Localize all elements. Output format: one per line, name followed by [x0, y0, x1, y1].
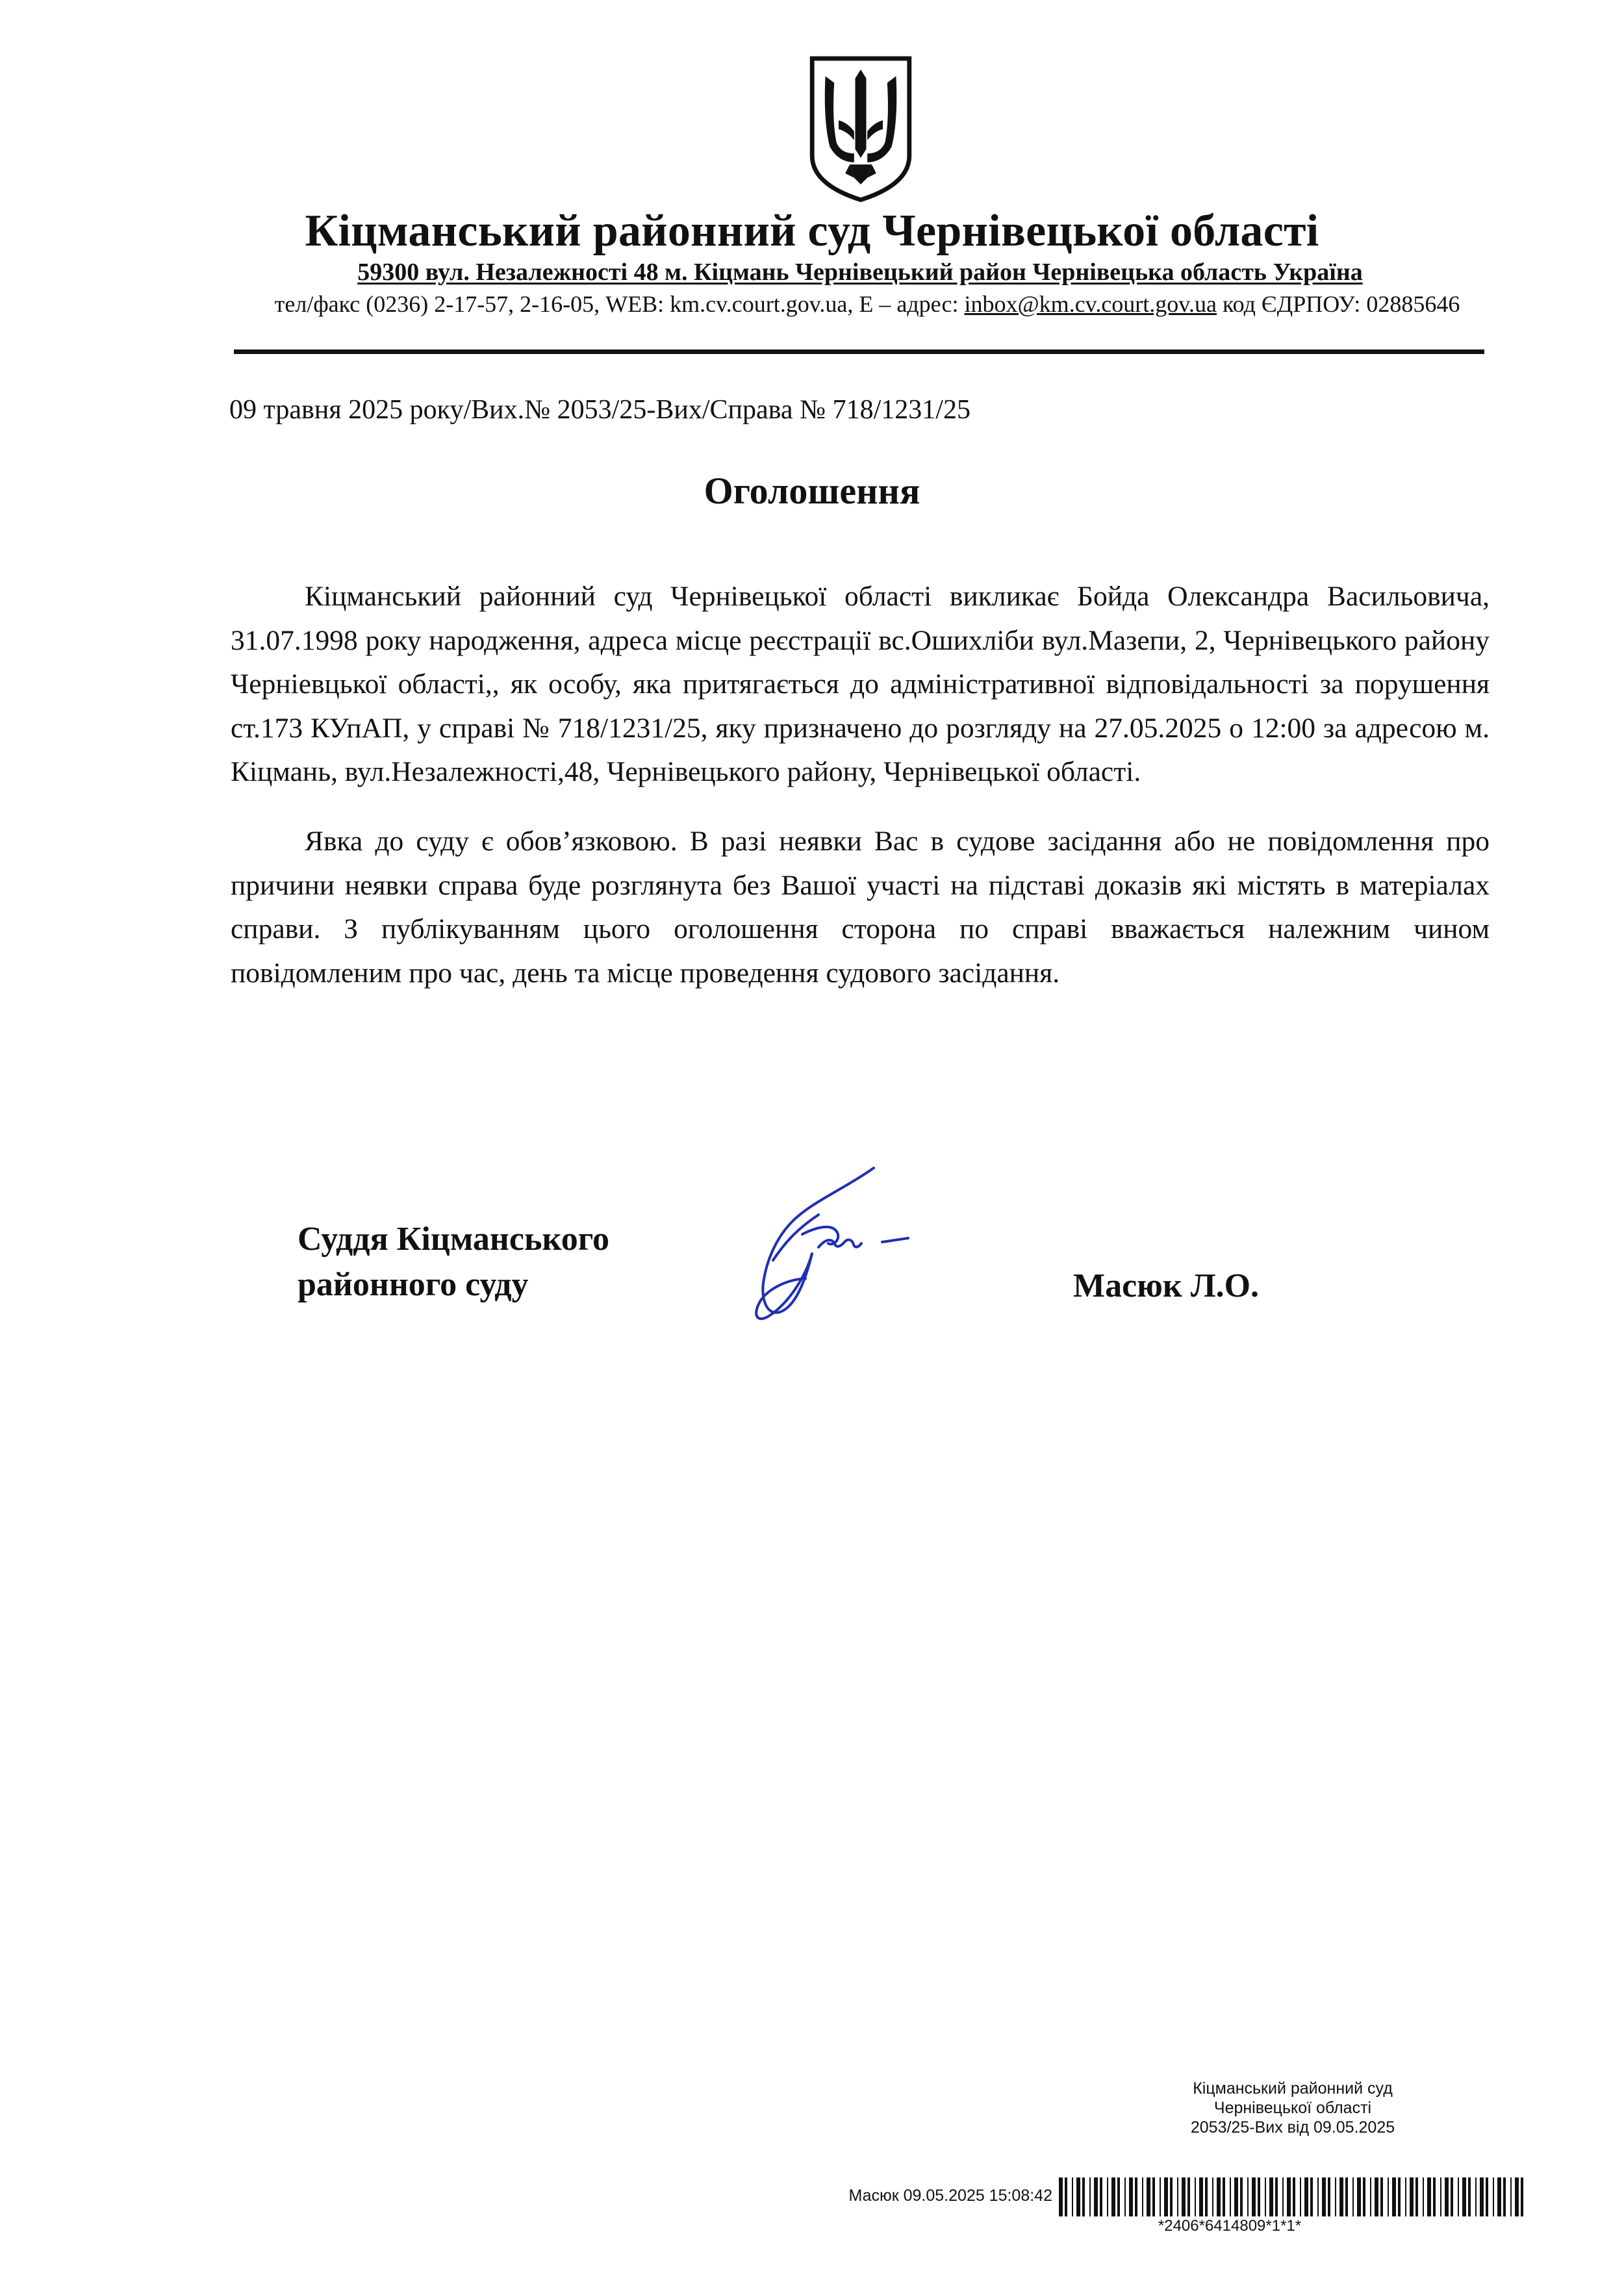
header-divider	[234, 349, 1484, 354]
paragraph-summons: Кіцманський районний суд Чернівецької області викликає Бойда Олександра Васильовича, 31.07.1998 року народження, адреса місце реєстрації вс.Ошихліби вул.Мазепи, 2, Чернівецького району Черніевцької області,, як особу, яка притягається до адміністративної відповідальності за порушення ст.173 КУпАП, у справі № 718/1231/25, яку призначено до розгляду на 27.05.2025 о 12:00 за адресою м. Кіцмань, вул.Незалежності,48, Чернівецького району, Чернівецької області.	[231, 581, 1490, 787]
stamp-outgoing-number: 2053/25-Вих від 09.05.2025	[1190, 2118, 1395, 2137]
judge-title	[298, 1217, 609, 1308]
contacts-suffix: код ЄДРПОУ: 02885646	[1216, 291, 1460, 317]
barcode-text: *2406*6414809*1*1*	[1158, 2217, 1302, 2235]
ukraine-coat-of-arms-icon	[806, 54, 916, 203]
contacts-prefix: тел/факс (0236) 2-17-57, 2-16-05, WEB: km.cv.court.gov.ua, E – адрес:	[274, 291, 965, 317]
court-name: Кіцманський районний суд Чернівецької області	[305, 206, 1319, 256]
court-email: inbox@km.cv.court.gov.ua	[964, 291, 1217, 317]
court-contacts	[234, 290, 1501, 318]
stamp-signer: Масюк 09.05.2025 15:08:42	[848, 2187, 1052, 2205]
reference-line: 09 травня 2025 року/Вих.№ 2053/25-Вих/Справа № 718/1231/25	[229, 395, 971, 425]
judge-title-line-1: Суддя Кіцманського	[298, 1221, 610, 1258]
judge-title-line-2: районного суду	[298, 1266, 529, 1303]
paragraph-attendance: Явка до суду є обов’язковою. В разі неявки Вас в судове засідання або не повідомлення про причини неявки справа буде розглянута без Вашої участі на підставі доказів які містять в матеріалах справи. З публікуванням цього оголошення сторона по справі вважається належним чином повідомленим про час, день та місце проведення судового засідання.	[231, 826, 1490, 989]
document-title: Оголошення	[704, 470, 920, 512]
judge-name: Масюк Л.О.	[1073, 1267, 1260, 1304]
stamp-region: Чернівецької області	[1213, 2099, 1372, 2117]
court-address: 59300 вул. Незалежності 48 м. Кіцмань Чернівецький район Чернівецька область Україна	[357, 259, 1363, 286]
handwritten-signature	[715, 1163, 935, 1358]
stamp-court-name: Кіцманський районний суд	[1193, 2079, 1393, 2098]
barcode	[1058, 2177, 1529, 2216]
registration-stamp	[1150, 2079, 1436, 2137]
